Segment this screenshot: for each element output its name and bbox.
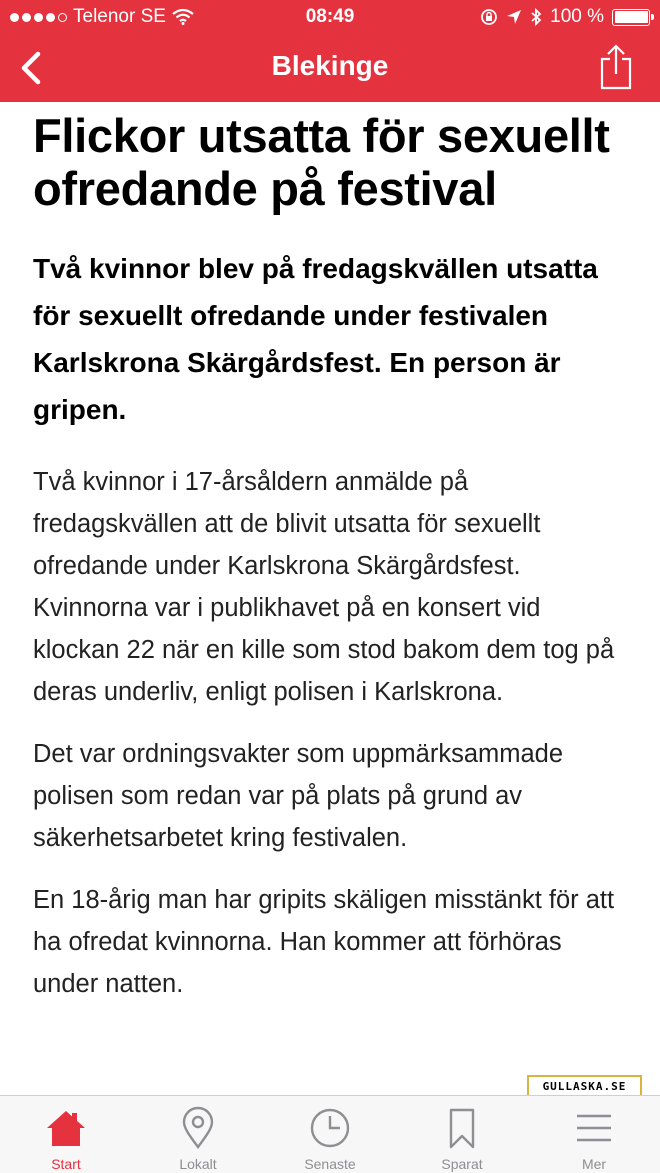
rotation-lock-icon [480,8,498,26]
tab-lokalt[interactable] [132,1096,264,1173]
tab-label: Mer [581,1156,607,1172]
tab-label: Lokalt [179,1156,217,1172]
article-paragraph: Två kvinnor i 17-årsåldern anmälde på fredagskvällen att de blivit utsatta för sexuellt ofredande under Karlskrona Skärgårdsfest. Kvinnorna var i publikhavet på en konsert vid klockan 22 när en kille som stod bakom dem tog på deras underliv, enligt polisen i Karlskrona. [33,468,615,706]
header-bar [0,0,660,102]
status-bar [0,0,660,34]
carrier-label: Telenor SE [73,6,166,27]
tab-label: Senaste [304,1156,356,1172]
article-body [33,105,633,1095]
location-pin-icon [176,1106,220,1150]
article-paragraph: Det var ordningsvakter som uppmärksammade polisen som redan var på plats på grund av säkerhetsarbetet kring festivalen. [33,740,564,852]
clock-time: 08:49 [305,6,355,27]
watermark-logo: GULLASKA.SE [527,1075,642,1097]
bookmark-icon [440,1106,484,1150]
battery-percent: 100 % [550,6,604,27]
clock-icon [308,1106,352,1150]
tab-label: Sparat [441,1156,483,1172]
tab-mer[interactable] [528,1096,660,1173]
tab-senaste[interactable] [264,1096,396,1173]
status-right [480,6,650,28]
tab-label: Start [51,1156,81,1172]
article-paragraph: En 18-årig man har gripits skäligen misstänkt för att ha ofredat kvinnorna. Han kommer att förhöras under natten. [33,886,615,998]
battery-icon [612,9,650,26]
home-icon [44,1106,88,1150]
tab-start[interactable] [0,1096,132,1173]
page-title: Blekinge [271,50,389,81]
tab-sparat[interactable] [396,1096,528,1173]
location-arrow-icon [506,9,522,25]
article-headline: Flickor utsatta för sexuellt ofredande på festival [33,109,610,215]
menu-icon [572,1106,616,1150]
nav-bar [0,34,660,102]
article-lead: Två kvinnor blev på fredagskvällen utsatta för sexuellt ofredande under festivalen Karlskrona Skärgårdsfest. En person är gripen. [33,253,598,425]
bluetooth-icon [530,8,542,26]
share-button[interactable] [596,44,636,90]
tab-bar [0,1095,660,1173]
